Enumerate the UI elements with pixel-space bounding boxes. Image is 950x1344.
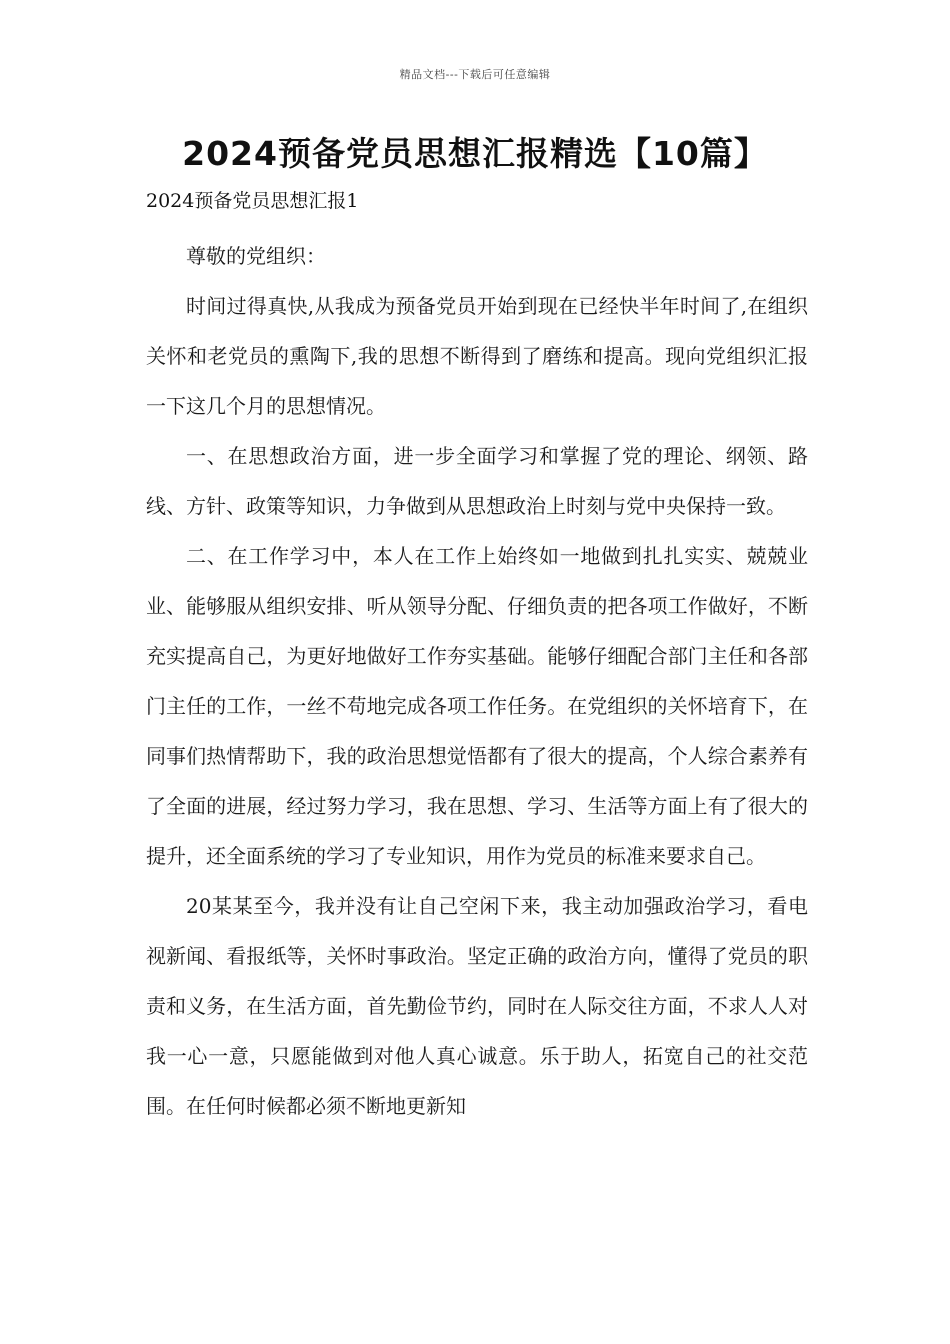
- header-note: 精品文档---下载后可任意编辑: [399, 68, 551, 81]
- paragraph: 一、在思想政治方面，进一步全面学习和掌握了党的理论、纲领、路线、方针、政策等知识，力争做到从思想政治上时刻与党中央保持一致。: [146, 444, 808, 518]
- salutation: 尊敬的党组织：: [186, 244, 326, 268]
- document-body: [146, 231, 808, 1131]
- section-heading: 2024预备党员思想汇报1: [146, 190, 359, 212]
- paragraph: 二、在工作学习中，本人在工作上始终如一地做到扎扎实实、兢兢业业、能够服从组织安排、听从领导分配、仔细负责的把各项工作做好，不断充实提高自己，为更好地做好工作夯实基础。能够仔细配合部门主任和各部门主任的工作，一丝不苟地完成各项工作任务。在党组织的关怀培育下，在同事们热情帮助下，我的政治思想觉悟都有了很大的提高，个人综合素养有了全面的进展，经过努力学习，我在思想、学习、生活等方面上有了很大的提升，还全面系统的学习了专业知识，用作为党员的标准来要求自己。: [146, 544, 808, 868]
- document-title: 2024预备党员思想汇报精选【10篇】: [182, 134, 768, 173]
- paragraph: 20某某至今，我并没有让自己空闲下来，我主动加强政治学习，看电视新闻、看报纸等，关怀时事政治。坚定正确的政治方向，懂得了党员的职责和义务，在生活方面，首先勤俭节约，同时在人际交往方面，不求人人对我一心一意，只愿能做到对他人真心诚意。乐于助人，拓宽自己的社交范围。在任何时候都必须不断地更新知: [146, 894, 808, 1118]
- paragraph: 时间过得真快,从我成为预备党员开始到现在已经快半年时间了,在组织关怀和老党员的熏陶下,我的思想不断得到了磨练和提高。现向党组织汇报一下这几个月的思想情况。: [146, 294, 808, 418]
